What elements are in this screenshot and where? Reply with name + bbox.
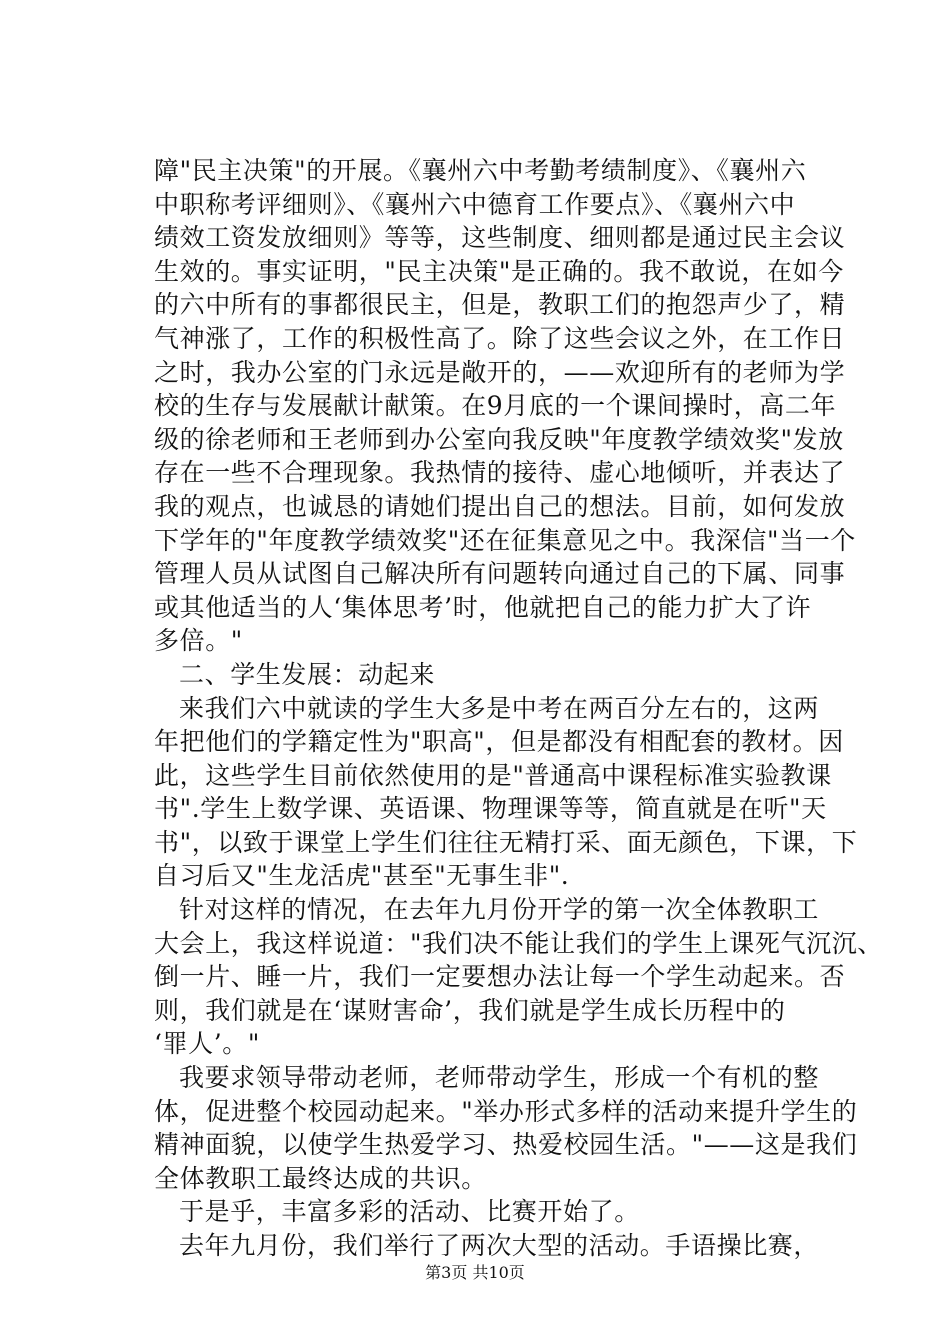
text-line: 障"民主决策"的开展。《襄州六中考勤考绩制度》、《襄州六 [154, 156, 807, 185]
text-line: 的六中所有的事都很民主，但是，教职工们的抱怨声少了，精 [154, 290, 846, 320]
text-line: 去年九月份，我们举行了两次大型的活动。手语操比赛， [179, 1231, 820, 1260]
page-number-footer: 第3页 共10页 [425, 1263, 525, 1282]
text-line: 书"，以致于课堂上学生们往往无精打采、面无颜色，下课，下 [154, 827, 858, 857]
text-line: 生效的。事实证明，"民主决策"是正确的。我不敢说，在如今 [154, 256, 844, 286]
text-line: 全体教职工最终达成的共识。 [154, 1163, 487, 1193]
text-line: 中职称考评细则》、《襄州六中德育工作要点》、《襄州六中 [154, 189, 796, 219]
text-line: 倒一片、睡一片，我们一定要想办法让每一个学生动起来。否 [154, 962, 846, 992]
text-line: 自习后又"生龙活虎"甚至"无事生非". [154, 861, 570, 891]
body-text [154, 154, 883, 1263]
text-line: 多倍。" [154, 626, 243, 656]
text-line: 于是乎，丰富多彩的活动、比赛开始了。 [179, 1197, 640, 1227]
text-line: 来我们六中就读的学生大多是中考在两百分左右的，这两 [179, 693, 820, 723]
text-line: 大会上，我这样说道："我们决不能让我们的学生上课死气沉沉、 [154, 928, 883, 958]
text-line: 我要求领导带动老师，老师带动学生，形成一个有机的整 [179, 1063, 820, 1093]
text-line: 精神面貌，以使学生热爱学习、热爱校园生活。"——这是我们 [154, 1130, 858, 1160]
text-line: 针对这样的情况，在去年九月份开学的第一次全体教职工 [179, 895, 820, 925]
text-line: 存在一些不合理现象。我热情的接待、虚心地倾听，并表达了 [154, 458, 846, 488]
text-line: 则，我们就是在‘谋财害命’，我们就是学生成长历程中的 [154, 995, 786, 1025]
text-line: 气神涨了，工作的积极性高了。除了这些会议之外，在工作日 [154, 323, 846, 353]
text-line: 管理人员从试图自己解决所有问题转向通过自己的下属、同事 [154, 559, 846, 589]
text-line: 校的生存与发展献计献策。在9月底的一个课间操时，高二年 [154, 391, 837, 421]
text-line: 体，促进整个校园动起来。"举办形式多样的活动来提升学生的 [154, 1096, 858, 1126]
text-line: 此，这些学生目前依然使用的是"普通高中课程标准实验教课 [154, 760, 832, 790]
text-line: 下学年的"年度教学绩效奖"还在征集意见之中。我深信"当一个 [154, 525, 856, 555]
text-line: 我的观点，也诚恳的请她们提出自己的想法。目前，如何发放 [154, 491, 846, 521]
text-line: 之时，我办公室的门永远是敞开的，——欢迎所有的老师为学 [154, 357, 846, 387]
section-heading: 二、学生发展：动起来 [179, 659, 436, 689]
text-line: 年把他们的学籍定性为"职高"，但是都没有相配套的教材。因 [154, 727, 844, 757]
text-line: 级的徐老师和王老师到办公室向我反映"年度教学绩效奖"发放 [154, 424, 844, 454]
text-line: ‘罪人’。" [154, 1029, 260, 1059]
text-line: 绩效工资发放细则》等等，这些制度、细则都是通过民主会议 [154, 223, 846, 253]
text-line: 或其他适当的人‘集体思考’时，他就把自己的能力扩大了许 [154, 592, 812, 622]
text-line: 书".学生上数学课、英语课、物理课等等，简直就是在听"天 [154, 794, 827, 824]
